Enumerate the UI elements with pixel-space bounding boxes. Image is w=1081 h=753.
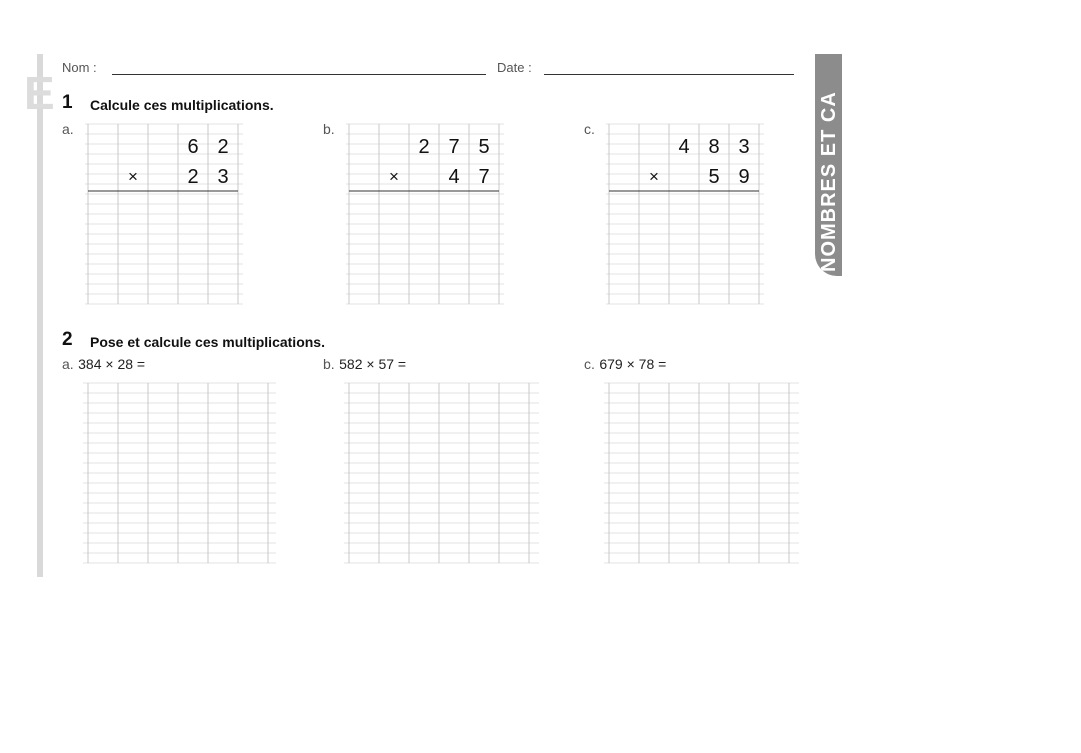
section-letter: E (24, 67, 55, 119)
exercise-1-item-a-top-digit: 2 (217, 136, 229, 158)
exercise-1-item-b-top-digit: 5 (478, 136, 490, 158)
exercise-1-item-c-times-sign: × (649, 167, 659, 186)
exercise-2-item-c-letter: c. (584, 356, 595, 372)
exercise-2-number: 2 (62, 329, 73, 350)
exercise-1-item-c-top-digit: 8 (708, 136, 720, 158)
exercise-1-item-c-bottom-digit: 5 (708, 166, 720, 188)
exercise-1-item-b-top-digit: 2 (418, 136, 430, 158)
exercise-1-item-a-top-digit: 6 (187, 136, 199, 158)
exercise-1-number: 1 (62, 92, 73, 113)
exercise-1-item-a-times-sign: × (128, 167, 138, 186)
chapter-side-tab-text: NOMBRES ET CA (818, 91, 840, 272)
exercise-1-item-b-times-sign: × (389, 167, 399, 186)
exercise-1-item-a-bottom-digit: 3 (217, 166, 229, 188)
exercise-2-item-b-expression: 582 × 57 = (339, 356, 407, 372)
exercise-2-item-a-expression: 384 × 28 = (78, 356, 146, 372)
name-label: Nom : (62, 60, 97, 75)
exercise-2-item-c-expression: 679 × 78 = (599, 356, 667, 372)
exercise-1-item-a-letter: a. (62, 121, 74, 137)
exercise-1-title: Calcule ces multiplications. (90, 97, 274, 113)
exercise-1-item-a-bottom-digit: 2 (187, 166, 199, 188)
exercise-1-item-b-bottom-digit: 7 (478, 166, 490, 188)
exercise-1-item-b-top-digit: 7 (448, 136, 460, 158)
exercise-1-item-c-top-digit: 3 (738, 136, 750, 158)
exercise-1-item-b-bottom-digit: 4 (448, 166, 460, 188)
exercise-1-item-b-letter: b. (323, 121, 335, 137)
exercise-2-item-a-letter: a. (62, 356, 74, 372)
exercise-2-item-b-letter: b. (323, 356, 335, 372)
exercise-1-item-c-top-digit: 4 (678, 136, 690, 158)
exercise-1-item-c-bottom-digit: 9 (738, 166, 750, 188)
date-label: Date : (497, 60, 532, 75)
exercise-1-item-c-letter: c. (584, 121, 595, 137)
exercise-2-title: Pose et calcule ces multiplications. (90, 334, 325, 350)
